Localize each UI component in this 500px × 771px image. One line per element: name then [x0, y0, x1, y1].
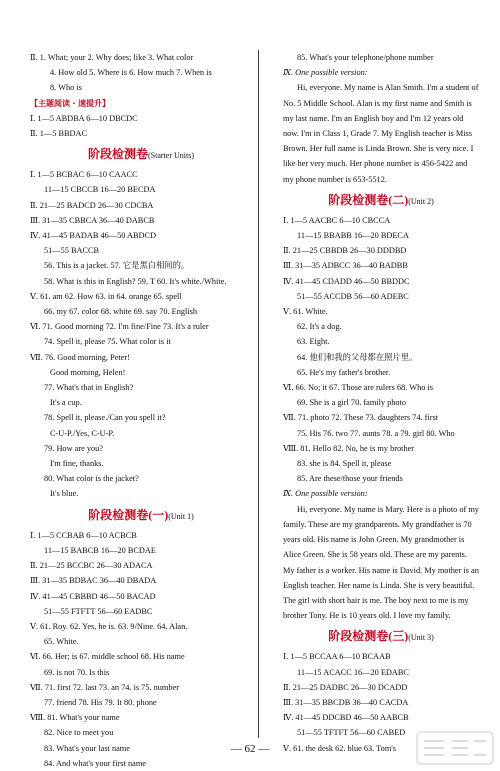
- answer-line: 11—15 ACACC 16—20 EDABC: [297, 667, 409, 677]
- answer-line: Ⅵ. 71. Good morning 72. I'm fine/Fine 73. It's a ruler: [30, 322, 209, 332]
- section-tag: 【主题阅读・速提升】: [30, 98, 110, 108]
- answer-line: Ⅶ. 71. photo 72. These 73. daughters 74. first: [283, 413, 439, 423]
- answer-line: 62. It's a dog.: [297, 322, 342, 332]
- section-heading: [283, 192, 479, 210]
- answer-line: Ⅳ. 41—45 DDCBD 46—50 AABCB: [283, 713, 409, 723]
- answer-line: Ⅴ. 61. am 62. How 63. in 64. orange 65. spell: [30, 291, 182, 301]
- answer-block-starter: [30, 167, 252, 501]
- answer-line: 58. What is this in English? 59. T 60. It's white./White.: [44, 276, 227, 286]
- answer-line: Ⅲ. 31—35 ADBCC 36—40 BADBB: [283, 261, 408, 271]
- answer-line: Ⅷ. 81. What's your name: [30, 713, 120, 723]
- answer-line: 11—15 CBCCB 16—20 BECDA: [44, 185, 156, 195]
- answer-line: Ⅰ. 1—5 CCBAB 6—10 ACBCB: [30, 530, 137, 540]
- answer-line: C-U-P./Yes, C-U-P.: [50, 428, 115, 438]
- answer-line: Ⅴ. 61. Roy. 62. Yes, he is. 63. 9/Nine. 64. Alan.: [30, 621, 188, 631]
- answer-line: 85. Are these/those your friends: [297, 474, 403, 484]
- answer-line: 11—15 BABCB 16—20 BCDAE: [44, 545, 156, 555]
- answer-line: Ⅱ. 1. What; your 2. Why does; like 3. What color: [30, 53, 194, 62]
- answer-line: I'm fine, thanks.: [50, 459, 104, 469]
- answer-line: Ⅵ. 66. Her; is 67. middle school 68. His name: [30, 652, 185, 662]
- essay-paragraph: Hi, everyone. My name is Alan Smith. I'm a student of No. 5 Middle School. Alan is my first name and Smith is my last name. I'm an English boy and I'm 12 years old now. I'm in Class 1, Grade 7. My English teacher is Miss Brown. Her full name is Linda Brown. She is very nice. I like her very much. Her phone number is 456-5422 and my phone number is 653-5512.: [283, 83, 479, 184]
- column-divider: [258, 50, 259, 738]
- section-title: 阶段检测卷(三): [328, 629, 409, 644]
- answer-line: It's blue.: [50, 489, 79, 499]
- answer-block-unit1: [30, 528, 252, 771]
- answer-line: 83. she is 84. Spell it, please: [297, 459, 392, 469]
- section-title: 阶段检测卷: [87, 147, 148, 162]
- essay-paragraph: Hi, everyone. My name is Mary. Here is a photo of my family. These are my grandparents. My grandfather is 70 years old. His name is John Green. My grandmother is Alice Green. She is 58 years old. These are my parents. My father is a worker. His name is David. My mother is an English teacher. Her name is Linda. She is very beautiful. The girl with short hair is me. The boy next to me is my brother Tony. He is 10 years old. I love my family.: [283, 504, 479, 621]
- answer-line: 51—55 ACCDB 56—60 ADEBC: [297, 291, 409, 301]
- section-subtitle: (Starter Units): [148, 151, 194, 161]
- section-heading: [30, 507, 252, 525]
- section-subtitle: (Unit 3): [408, 633, 434, 643]
- answer-line: 77. friend 78. His 79. It 80. phone: [44, 697, 157, 707]
- answer-line: 69. is not 70. Is this: [44, 667, 110, 677]
- answer-line: It's a cup.: [50, 398, 82, 408]
- section-title: 阶段检测卷(一): [88, 507, 169, 522]
- answer-line: 85. What's your telephone/phone number: [297, 53, 434, 62]
- answer-line: 51—55 BACCB: [44, 246, 100, 256]
- answer-line: 51—55 FTFTT 56—60 EADBC: [44, 606, 153, 616]
- watermark-logo: [416, 731, 494, 765]
- answer-line: 78. Spell it, please./Can you spell it?: [44, 413, 166, 423]
- answer-line: 75. His 76. two 77. aunts 78. a 79. girl 80. Who: [297, 428, 455, 438]
- answer-line: Ⅳ. 41—45 BADAB 46—50 ABDCD: [30, 231, 157, 241]
- answer-line: 82. Nice to meet you: [44, 728, 114, 738]
- answer-line: Ⅴ. 61. White.: [283, 307, 328, 317]
- answer-line: Good morning, Helen!: [50, 367, 126, 377]
- answer-block-unit2: [283, 213, 479, 487]
- answer-line: 63. Eight.: [297, 337, 330, 347]
- section-subtitle: (Unit 2): [408, 196, 434, 206]
- answer-line: Ⅵ. 66. No; it 67. Those are rulers 68. Who is: [283, 383, 433, 393]
- answer-line: 79. How are you?: [44, 443, 103, 453]
- section-heading: [283, 628, 479, 646]
- answer-line: 77. What's that in English?: [44, 383, 134, 393]
- answer-line: 51—55 TFTFT 56—60 CABED: [297, 728, 406, 738]
- answer-line: Ⅸ. One possible version:: [283, 68, 368, 78]
- answer-line: Ⅱ. 21—25 BADCD 26—30 CDCBA: [30, 200, 154, 210]
- right-column: [283, 50, 479, 769]
- left-column: [30, 50, 252, 769]
- answer-line: Ⅰ. 1—5 AACBC 6—10 CBCCA: [283, 215, 391, 225]
- answer-line: Ⅱ. 1—5 BBDAC: [30, 129, 88, 139]
- section-heading: [30, 146, 252, 164]
- answer-line: Ⅰ. 1—5 BCBAC 6—10 CAACC: [30, 170, 138, 180]
- answer-line: 65. White.: [44, 637, 79, 647]
- answer-line: Ⅷ. 81. Hello 82. No, he is my brother: [283, 443, 415, 453]
- answer-line: 84. And what's your first name: [44, 758, 146, 768]
- answer-line: Ⅰ. 1—5 ABDBA 6—10 DBCDC: [30, 113, 138, 123]
- answer-line: 74. Spell it, please 75. What color is it: [44, 337, 171, 347]
- page-number: — 62 —: [230, 743, 270, 755]
- answer-line: Ⅶ. 71. first 72. last 73. an 74. is 75. number: [30, 682, 179, 692]
- answer-line: Ⅳ. 41—45 CDADD 46—50 BBDDC: [283, 276, 410, 286]
- section-title: 阶段检测卷(二): [328, 192, 409, 207]
- answer-line: 64. 他们和我的父母都在照片里。: [297, 352, 418, 362]
- answer-line: Ⅸ. One possible version:: [283, 489, 368, 499]
- answer-line: Ⅳ. 41—45 CBBBD 46—50 BACAD: [30, 591, 156, 601]
- answer-line: 4. How old 5. Where is 6. How much 7. When is: [50, 68, 212, 78]
- answer-line: 11—15 BBABB 16—20 BDECA: [297, 231, 409, 241]
- section-subtitle: (Unit 1): [168, 511, 194, 521]
- answer-line: 66. my 67. color 68. white 69. say 70. English: [44, 307, 198, 317]
- answer-line: Ⅱ. 21—25 CBBDB 26—30 DDDBD: [283, 246, 407, 256]
- answer-line: 83. What's your last name: [44, 743, 130, 753]
- answer-line: Ⅲ. 31—35 CBBCA 36—40 DABCB: [30, 215, 155, 225]
- answer-line: 56. This is a jacket. 57. 它是黑白相间的。: [44, 261, 190, 271]
- answer-line: Ⅲ. 31—35 BBCDB 36—40 CACDA: [283, 697, 409, 707]
- answer-line: Ⅱ. 21—25 BCCBC 26—30 ADACA: [30, 561, 153, 571]
- answer-line: 69. She is a girl 70. family photo: [297, 398, 407, 408]
- answer-line: Ⅱ. 21—25 DADBC 26—30 DCADD: [283, 682, 408, 692]
- answer-line: Ⅰ. 1—5 BCCAA 6—10 BCAAB: [283, 652, 391, 662]
- answer-line: Ⅶ. 76. Good morning, Peter!: [30, 352, 130, 362]
- answer-line: 65. He's my father's brother.: [297, 367, 391, 377]
- answer-line: 80. What color is the jacket?: [44, 474, 139, 484]
- answer-line: Ⅲ. 31—35 BDBAC 36—40 DBADA: [30, 576, 157, 586]
- answer-line: Ⅴ. 61. the desk 62. blue 63. Tom's: [283, 743, 396, 753]
- answer-line: 8. Who is: [50, 83, 82, 93]
